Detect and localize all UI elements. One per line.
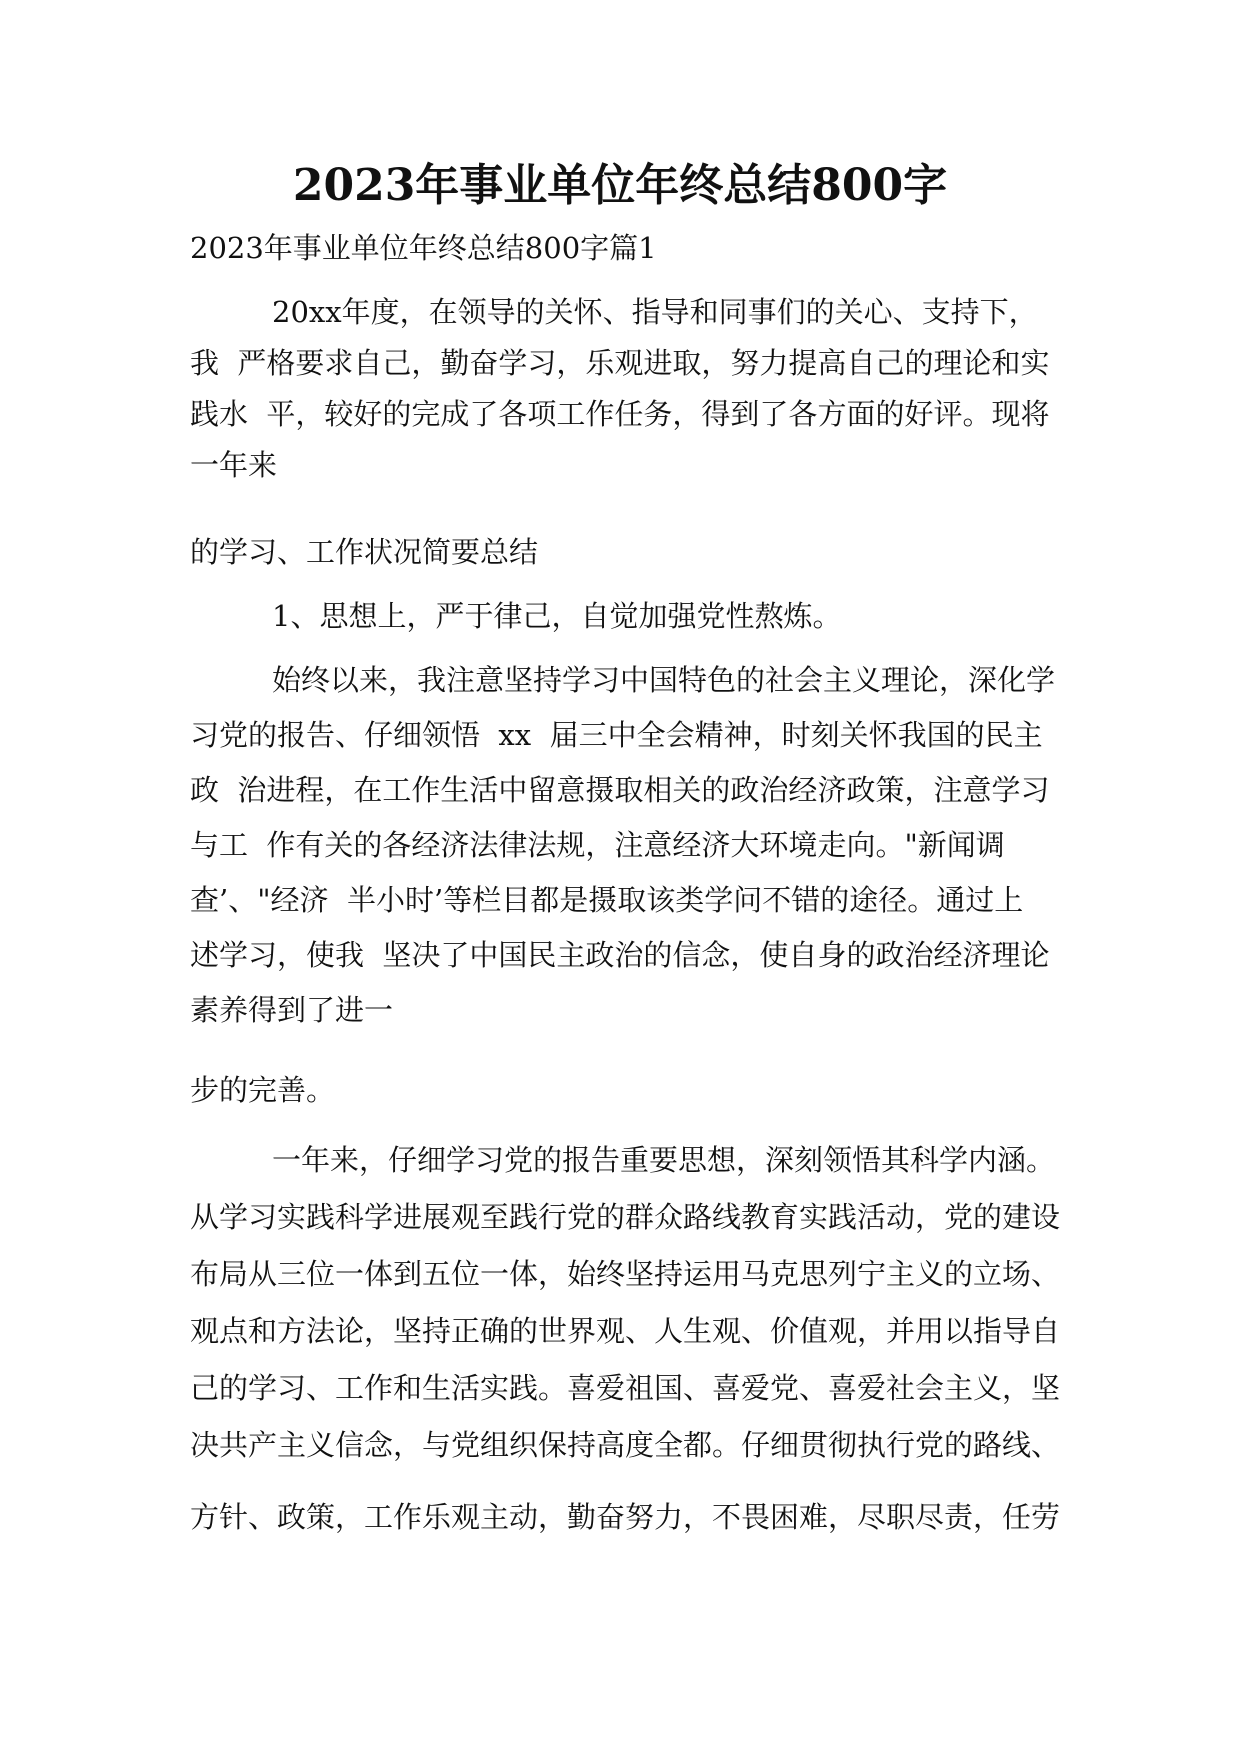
body-line: 一年来 (190, 448, 278, 482)
body-line: 观点和方法论，坚持正确的世界观、人生观、价值观，并用以指导自 (190, 1314, 1061, 1348)
body-line: 始终以来，我注意坚持学习中国特色的社会主义理论，深化学 (272, 663, 1056, 697)
body-line: 我 严格要求自己，勤奋学习，乐观进取，努力提高自己的理论和实 (190, 346, 1050, 380)
document-title: 2023年事业单位年终总结800字 (292, 160, 948, 211)
body-line: 布局从三位一体到五位一体，始终坚持运用马克思列宁主义的立场、 (190, 1257, 1061, 1291)
body-line: 与工 作有关的各经济法律法规，注意经济大环境走向。"新闻调 (190, 828, 1005, 862)
body-line: 习党的报告、仔细领悟 xx 届三中全会精神，时刻关怀我国的民主 (190, 718, 1043, 752)
body-line: 1、思想上，严于律己，自觉加强党性熬炼。 (272, 599, 842, 633)
body-line: 践水 平，较好的完成了各项工作任务，得到了各方面的好评。现将 (190, 397, 1050, 431)
body-line: 述学习，使我 坚决了中国民主政治的信念，使自身的政治经济理论 (190, 938, 1050, 972)
body-line: 政 治进程，在工作生活中留意摄取相关的政治经济政策，注意学习 (190, 773, 1050, 807)
body-line: 从学习实践科学进展观至践行党的群众路线教育实践活动，党的建设 (190, 1200, 1061, 1234)
body-line: 20xx年度，在领导的关怀、指导和同事们的关心、支持下， (272, 295, 1038, 329)
body-line: 的学习、工作状况简要总结 (190, 535, 539, 569)
body-line: 方针、政策，工作乐观主动，勤奋努力，不畏困难，尽职尽责，任劳 (190, 1500, 1061, 1534)
body-line: 决共产主义信念，与党组织保持高度全都。仔细贯彻执行党的路线、 (190, 1428, 1061, 1462)
body-line: 步的完善。 (190, 1073, 336, 1107)
body-line: 查’、"经济 半小时’等栏目都是摄取该类学问不错的途径。通过上 (190, 883, 1024, 917)
body-line: 己的学习、工作和生活实践。喜爱祖国、喜爱党、喜爱社会主义，坚 (190, 1371, 1061, 1405)
body-line: 一年来，仔细学习党的报告重要思想，深刻领悟其科学内涵。 (272, 1143, 1056, 1177)
section-heading: 2023年事业单位年终总结800字篇1 (190, 231, 657, 265)
body-line: 素养得到了进一 (190, 993, 394, 1027)
